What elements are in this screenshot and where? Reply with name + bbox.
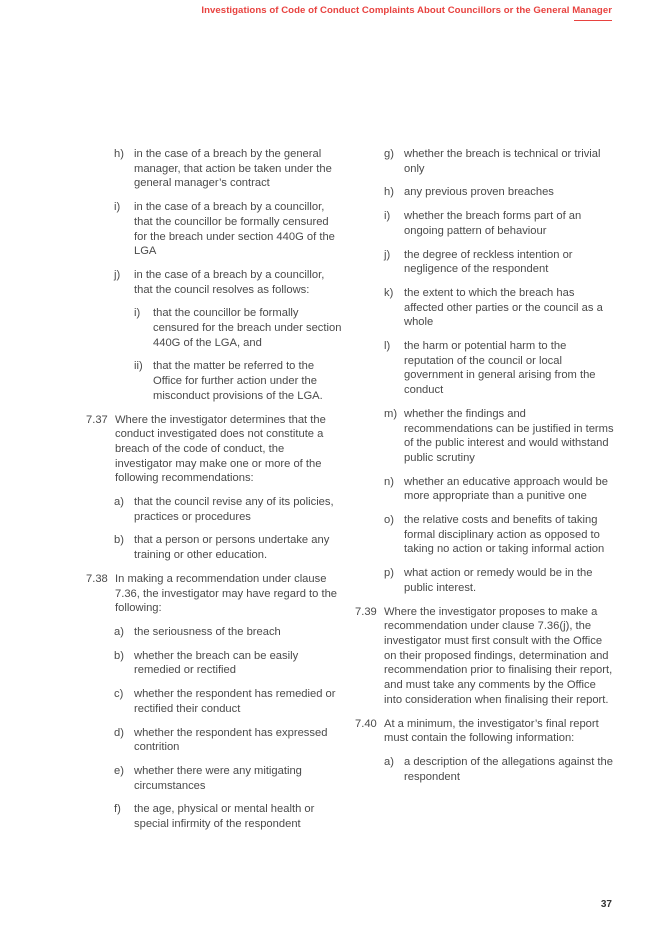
sub-list-item	[86, 306, 344, 350]
clause-paragraph	[86, 572, 344, 616]
item-text: that the councillor be formally censured for the breach under section 440G of the LGA, and	[153, 307, 342, 349]
item-label: j)	[114, 268, 121, 281]
left-column	[86, 147, 344, 841]
list-item	[86, 726, 344, 755]
item-label: 7.38	[86, 572, 108, 585]
item-label: o)	[384, 514, 394, 527]
list-item	[355, 755, 615, 784]
item-text: whether an educative approach would be more appropriate than a punitive one	[404, 475, 609, 503]
item-label: c)	[114, 688, 124, 701]
list-item	[86, 687, 344, 716]
list-item	[86, 268, 344, 297]
item-text: that a person or persons undertake any training or other education.	[134, 534, 330, 562]
item-text: the seriousness of the breach	[134, 625, 281, 638]
list-item	[86, 495, 344, 524]
list-item	[86, 147, 344, 191]
right-column	[355, 147, 615, 793]
item-label: j)	[384, 248, 391, 261]
list-item	[86, 764, 344, 793]
item-text: the age, physical or mental health or special infirmity of the respondent	[134, 803, 315, 831]
clause-paragraph	[86, 413, 344, 487]
list-item	[86, 649, 344, 678]
clause-paragraph	[355, 717, 615, 746]
header-rule	[574, 20, 612, 21]
item-label: ii)	[134, 360, 143, 373]
item-text: whether the respondent has expressed contrition	[134, 726, 328, 754]
item-text: Where the investigator determines that the conduct investigated does not constitute a breach of the code of conduct, the investigator may make one or more of the following recommendations:	[115, 413, 326, 485]
item-label: a)	[114, 496, 124, 509]
item-text: in the case of a breach by a councillor, that the councillor be formally censured for the breach under section 440G of the LGA	[134, 201, 335, 258]
list-item	[355, 339, 615, 398]
item-text: In making a recommendation under clause 7.36, the investigator may have regard to the following:	[115, 572, 338, 615]
list-item	[355, 185, 615, 200]
item-text: the harm or potential harm to the reputation of the council or local government in general arising from the conduct	[404, 340, 596, 397]
item-text: whether there were any mitigating circumstances	[134, 764, 302, 792]
item-text: the extent to which the breach has affected other parties or the council as a whole	[404, 286, 603, 329]
item-label: b)	[114, 534, 124, 547]
item-label: b)	[114, 649, 124, 662]
item-label: a)	[384, 755, 394, 768]
item-text: At a minimum, the investigator’s final report must contain the following information:	[384, 717, 599, 745]
item-label: i)	[134, 307, 141, 320]
item-text: whether the breach is technical or trivial only	[404, 148, 601, 175]
item-text: what action or remedy would be in the public interest.	[404, 567, 593, 594]
item-label: i)	[114, 201, 121, 214]
item-label: 7.39	[355, 605, 377, 618]
item-label: n)	[384, 475, 394, 488]
item-text: a description of the allegations against the respondent	[404, 755, 613, 783]
item-text: whether the breach forms part of an ongoing pattern of behaviour	[404, 210, 582, 237]
item-label: i)	[384, 210, 391, 223]
list-item	[355, 209, 615, 238]
clause-paragraph	[355, 605, 615, 708]
list-item	[86, 533, 344, 562]
item-label: d)	[114, 726, 124, 739]
item-label: g)	[384, 148, 394, 160]
running-header: Investigations of Code of Conduct Complaints About Councillors or the General Manager	[201, 5, 612, 16]
item-text: that the matter be referred to the Office for further action under the misconduct provisions of the LGA.	[153, 360, 323, 402]
item-label: m)	[384, 407, 398, 420]
item-label: f)	[114, 803, 121, 816]
item-text: that the council revise any of its policies, practices or procedures	[134, 496, 334, 523]
item-label: p)	[384, 567, 394, 580]
item-label: 7.40	[355, 717, 377, 730]
item-text: in the case of a breach by the general manager, that action be taken under the general manager’s contract	[134, 148, 332, 190]
sub-list-item	[86, 359, 344, 403]
item-text: the degree of reckless intention or negligence of the respondent	[404, 248, 573, 276]
list-item	[355, 407, 615, 466]
item-text: any previous proven breaches	[404, 186, 554, 199]
item-label: 7.37	[86, 413, 108, 426]
list-item	[355, 513, 615, 557]
list-item	[355, 286, 615, 330]
item-text: whether the breach can be easily remedied or rectified	[134, 649, 299, 677]
item-text: whether the respondent has remedied or rectified their conduct	[134, 688, 336, 715]
list-item	[355, 147, 615, 176]
list-item	[86, 802, 344, 831]
page-number: 37	[600, 899, 612, 910]
list-item	[355, 566, 615, 595]
list-item	[355, 475, 615, 504]
item-text: the relative costs and benefits of taking formal disciplinary action as opposed to taking no action or taking informal action	[404, 514, 605, 556]
list-item	[355, 248, 615, 277]
item-text: whether the findings and recommendations can be justified in terms of the public interest and would withstand public scrutiny	[404, 407, 614, 464]
item-label: a)	[114, 625, 124, 638]
item-label: k)	[384, 286, 394, 299]
list-item	[86, 625, 344, 640]
item-label: h)	[384, 186, 394, 199]
list-item	[86, 200, 344, 259]
item-label: l)	[384, 340, 391, 353]
item-text: in the case of a breach by a councillor, that the council resolves as follows:	[134, 268, 325, 296]
item-text: Where the investigator proposes to make a recommendation under clause 7.36(j), the investigator must first consult with the Office on their proposed findings, determination and recommendation prior to finalising their report, and must take any comments by the Office into consideration when finalising their report.	[384, 605, 613, 706]
item-label: e)	[114, 764, 124, 777]
item-label: h)	[114, 148, 124, 160]
